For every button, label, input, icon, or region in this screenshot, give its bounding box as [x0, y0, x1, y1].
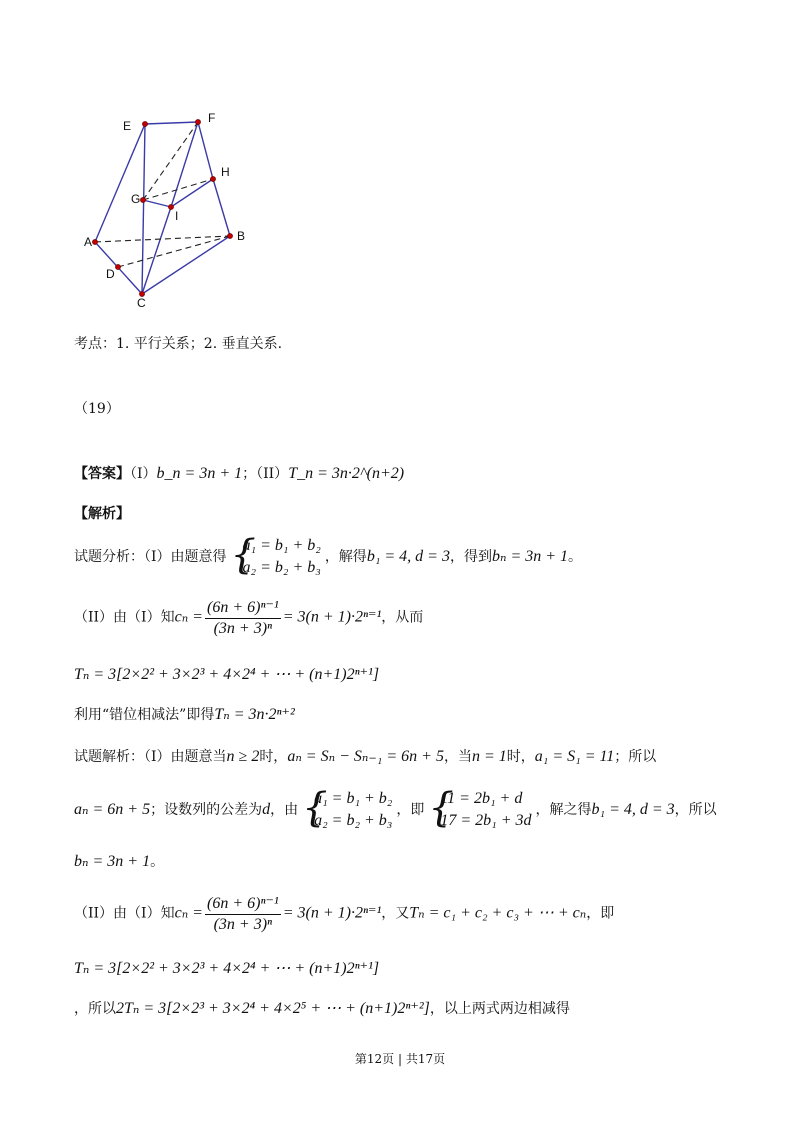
cn-numerator: (6n + 6)ⁿ⁻¹: [205, 597, 281, 619]
solution-system-1: [302, 785, 393, 832]
analysis-line-1: [74, 532, 583, 579]
analysis-line-3: Tₙ = 3[2×2² + 3×2³ + 4×2⁴ + ⋯ + (n+1)2ⁿ⁺¹]: [74, 666, 380, 683]
edge-GI: [143, 200, 171, 207]
sol-l4-prefix: （II）由（I）知: [74, 905, 175, 922]
label-D: D: [106, 267, 115, 281]
answer-label: 【答案】: [74, 466, 130, 482]
edge-FI: [171, 122, 198, 207]
page-footer: 第12页 | 共17页: [354, 1052, 446, 1066]
edge-IC: [142, 207, 171, 294]
solution-line-2: [74, 785, 717, 832]
sol-l2-a: aₙ = 6n + 5: [74, 801, 151, 818]
sol-l1-b: 时，: [259, 749, 288, 765]
sol-l1-c: aₙ = Sₙ − Sₙ₋₁ = 6n + 5: [287, 748, 444, 765]
system-row: a₁ = b₁ + b₂: [314, 790, 393, 807]
sol-l3-end: 。: [150, 854, 165, 870]
dashed-GF: [143, 122, 198, 200]
sol-l1-e: n = 1: [471, 748, 507, 765]
analysis-l4-prefix: 利用“错位相减法”即得: [74, 707, 215, 723]
sol-l6-end: ，以上两式两边相减得: [429, 1001, 570, 1017]
label-I: I: [175, 209, 179, 223]
problem-number: （19）: [74, 401, 120, 417]
cn-denominator: (3n + 3)ⁿ: [213, 620, 273, 637]
sol-l6-prefix: ，所以: [74, 1001, 116, 1017]
label-C: C: [137, 296, 146, 310]
cn-denominator-2: (3n + 3)ⁿ: [213, 916, 273, 933]
label-G: G: [131, 192, 141, 206]
solution-line-3: [74, 851, 164, 871]
sol-l1: 试题解析：（I）由题意当: [74, 749, 227, 765]
analysis-l1-mid2: ，得到: [449, 549, 492, 565]
answer-part1: b_n = 3n + 1: [156, 465, 243, 482]
sol-l2-g: b₁ = 4, d = 3: [591, 801, 675, 818]
label-E: E: [123, 119, 132, 133]
label-H: H: [221, 165, 230, 179]
sol-l3: bₙ = 3n + 1: [74, 853, 151, 870]
dashed-DB: [118, 236, 230, 267]
system-row: a₂ = b₂ + b₃: [242, 559, 321, 576]
answer-line: [74, 463, 404, 483]
point-D: [115, 264, 120, 269]
edge-FH: [198, 122, 213, 179]
answer-sep: ；: [242, 466, 257, 482]
sol-l4-mid: ，又: [381, 905, 410, 922]
system-row: a₂ = b₂ + b₃: [314, 812, 393, 829]
edge-EC: [142, 124, 145, 294]
analysis-line-2: [74, 597, 423, 638]
brace-icon: {: [302, 785, 328, 831]
brace-icon: {: [428, 785, 454, 831]
edge-BC: [142, 236, 230, 294]
label-F: F: [208, 111, 216, 125]
label-A: A: [84, 235, 93, 249]
solution-line-1: [74, 746, 656, 766]
cn-fraction: [205, 597, 281, 638]
analysis-system: [230, 532, 321, 579]
point-A: [92, 239, 97, 244]
label-B: B: [237, 229, 246, 243]
point-B: [227, 233, 232, 238]
system-row: 17 = 2b₁ + 3d: [440, 812, 532, 829]
sol-l2-d: ，由: [270, 802, 299, 818]
edge-EF: [145, 122, 198, 124]
sol-l4-sum: Tₙ = c₁ + c₂ + c₃ + ⋯ + cₙ: [409, 904, 587, 922]
sol-l2-c: d: [262, 801, 271, 818]
sol-l1-g: a₁ = S₁ = 11: [534, 748, 615, 765]
sol-l4-end: ，即: [586, 905, 615, 922]
sol-l2-f: ，解之得: [535, 802, 592, 818]
point-I: [168, 204, 173, 209]
cn-numerator-2: (6n + 6)ⁿ⁻¹: [205, 893, 281, 915]
sol-l1-a: n ≥ 2: [226, 748, 260, 765]
geometry-figure: [80, 100, 260, 310]
sol-l6-eq: 2Tₙ = 3[2×2³ + 3×2⁴ + 4×2⁵ + ⋯ + (n+1)2ⁿ⁺²]: [116, 1000, 430, 1017]
solution-line-4: [74, 893, 614, 934]
point-H: [210, 176, 215, 181]
dashed-GH: [143, 179, 213, 200]
jiexi-label: 【解析】: [74, 506, 130, 522]
system-row: 11 = 2b₁ + d: [440, 790, 523, 807]
edge-IH: [171, 179, 213, 207]
edge-HB: [213, 179, 230, 236]
sol-l1-h: ；所以: [614, 749, 657, 765]
analysis-l1-res2: bₙ = 3n + 1: [491, 548, 569, 565]
kaodian-line: 考点：1. 平行关系；2. 垂直关系.: [74, 336, 283, 352]
analysis-l1-prefix: 试题分析：（I）由题意得: [74, 549, 227, 565]
answer-part2: T_n = 3n·2^(n+2): [288, 465, 405, 482]
sol-l2-h: ，所以: [674, 802, 717, 818]
analysis-l1-end: 。: [568, 549, 583, 565]
solution-line-6: [74, 998, 570, 1018]
cn-lhs-2: cₙ =: [174, 904, 203, 922]
answer-part2-label: （II）: [256, 466, 289, 482]
cn-rhs: = 3(n + 1)·2ⁿ⁼¹: [282, 608, 382, 626]
cn-rhs-2: = 3(n + 1)·2ⁿ⁼¹: [282, 904, 382, 922]
cn-fraction-2: [205, 893, 281, 934]
sol-l2-e: ，即: [396, 802, 425, 818]
solution-line-5: Tₙ = 3[2×2² + 3×2³ + 4×2⁴ + ⋯ + (n+1)2ⁿ⁺¹]: [74, 960, 380, 977]
analysis-l1-res: b₁ = 4, d = 3: [366, 548, 450, 565]
analysis-l2-end: ，从而: [381, 609, 424, 626]
answer-part1-label: （I）: [130, 466, 157, 482]
system-row: a₁ = b₁ + b₂: [242, 537, 321, 554]
cn-lhs: cₙ =: [174, 608, 203, 626]
analysis-l2-prefix: （II）由（I）知: [74, 609, 175, 626]
sol-l1-f: 时，: [506, 749, 535, 765]
point-E: [142, 121, 147, 126]
analysis-line-4: [74, 704, 295, 724]
analysis-l1-mid: ，解得: [324, 549, 367, 565]
sol-l2-b: ；设数列的公差为: [150, 802, 263, 818]
point-G: [140, 197, 145, 202]
brace-icon: {: [230, 532, 256, 578]
point-F: [195, 119, 200, 124]
sol-l1-d: ，当: [443, 749, 472, 765]
edge-EA: [95, 124, 145, 242]
solution-system-2: [428, 785, 532, 832]
analysis-l4-res: Tₙ = 3n·2ⁿ⁺²: [214, 706, 295, 723]
